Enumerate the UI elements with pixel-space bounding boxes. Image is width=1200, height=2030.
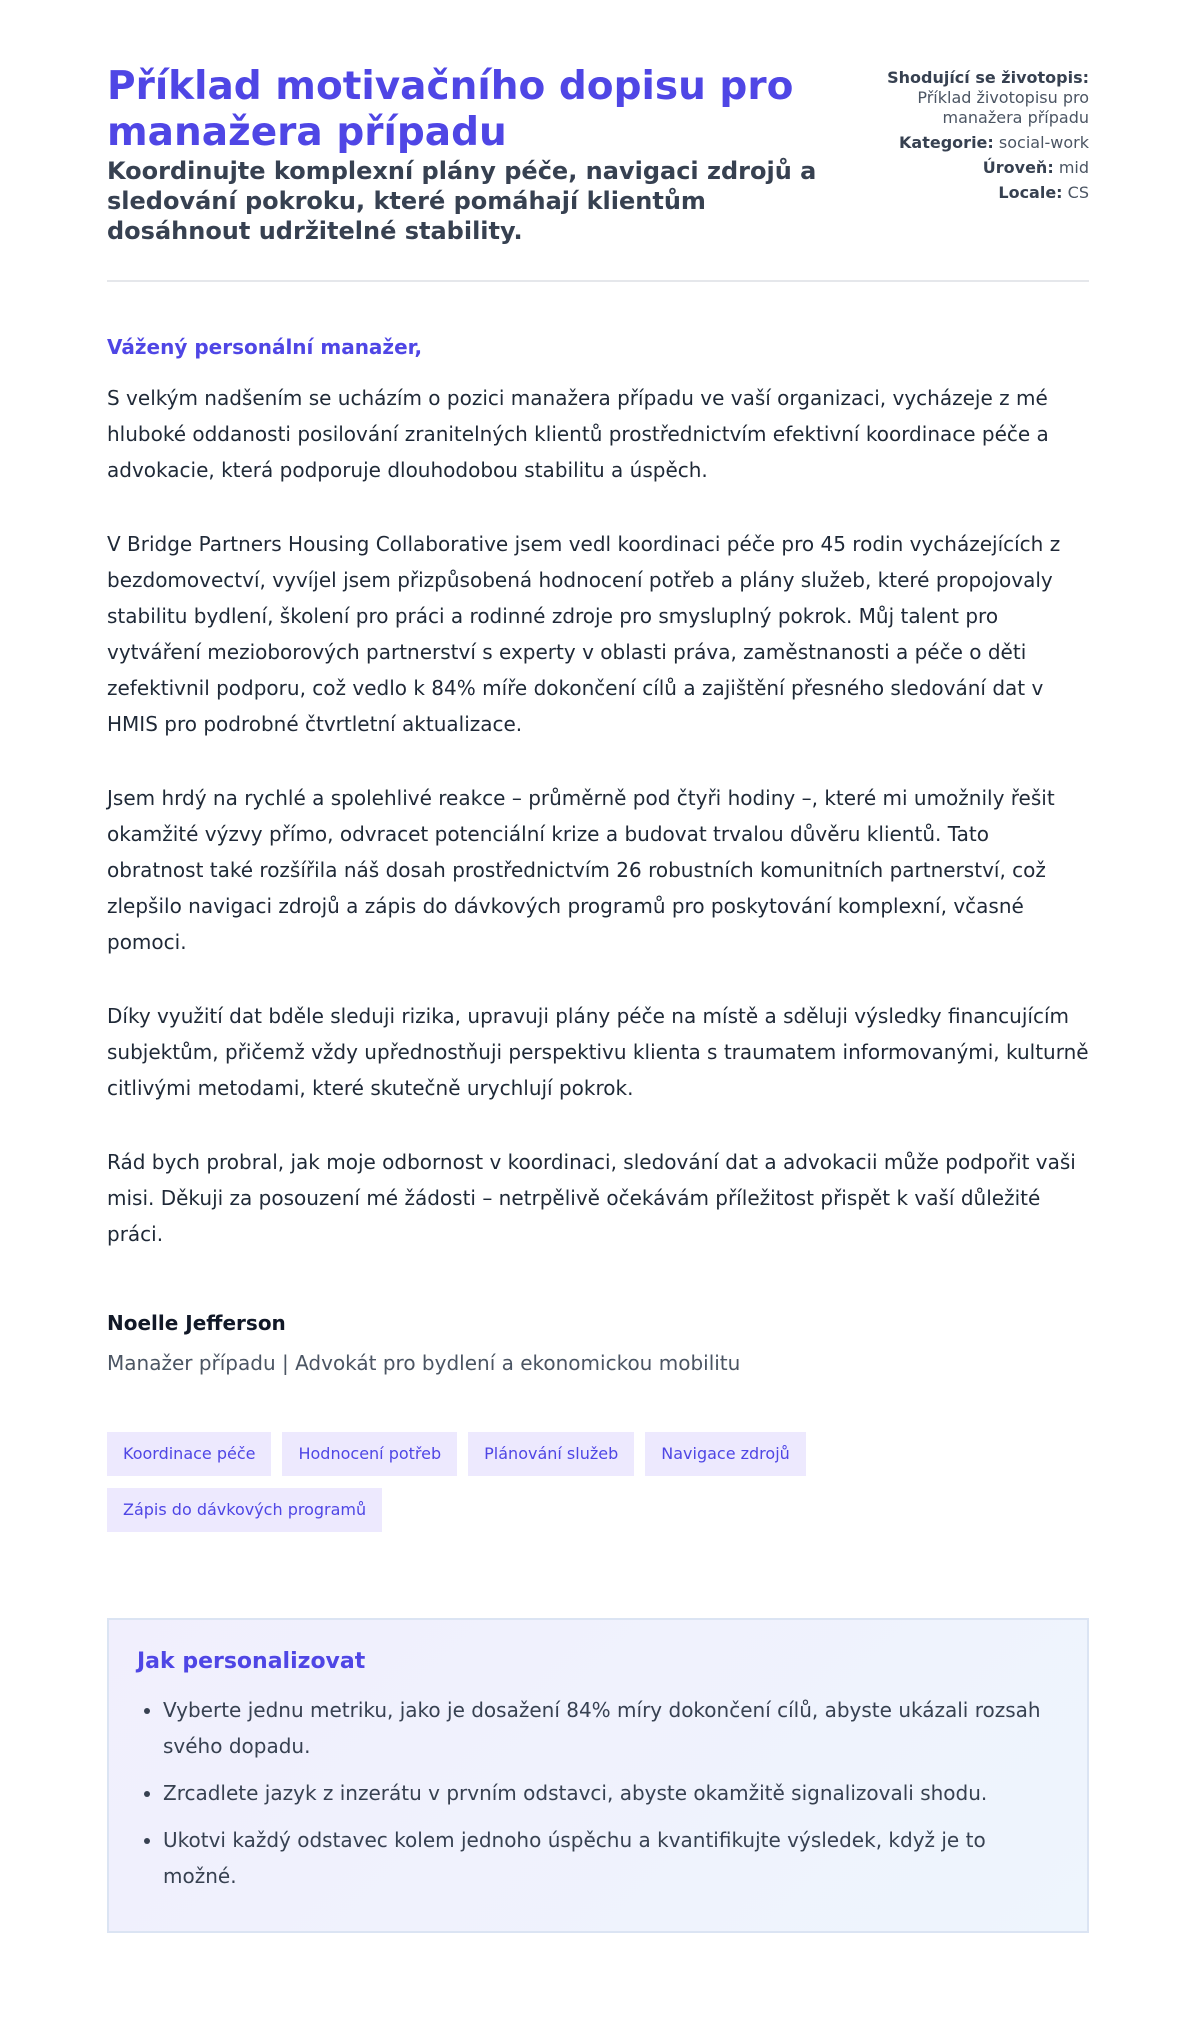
meta-resume-value[interactable]: Příklad životopisu pro manažera případu (917, 88, 1089, 127)
tips-list (137, 1692, 1059, 1894)
page-subtitle: Koordinujte komplexní plány péče, navigaci zdrojů a sledování pokroku, které pomáhají klientům dosáhnout udržitelné stability. (107, 157, 817, 245)
meta-category-value: social-work (998, 133, 1089, 152)
meta-level-label: Úroveň: (982, 158, 1054, 177)
page-title: Příklad motivačního dopisu pro manažera případu (107, 64, 794, 155)
tip-item: • Ukotvi každý odstavec kolem jednoho úspěchu a kvantifikujte výsledek, když je to možné. (163, 1822, 1059, 1894)
meta-category-label: Kategorie: (899, 133, 994, 152)
letter-paragraph: S velkým nadšením se ucházím o pozici manažera případu ve vaší organizaci, vycházeje z mé hluboké oddanosti posilování zranitelných klientů prostřednictvím efektivní koordinace péče a advokacie, která podporuje dlouhodobou stabilitu a úspěch. (107, 386, 1049, 482)
letter-paragraph: V Bridge Partners Housing Collaborative jsem vedl koordinaci péče pro 45 rodin vycházejících z bezdomovectví, vyvíjel jsem přizpůsobená hodnocení potřeb a plány služeb, které propojovaly stabilitu bydlení, školení pro práci a rodinné zdroje pro smysluplný pokrok. Můj talent pro vytváření mezioborových partnerství s experty v oblasti práva, zaměstnanosti a péče o děti zefektivnil podporu, což vedlo k 84% míře dokončení cílů a zajištění přesného sledování dat v HMIS pro podrobné čtvrtletní aktualizace. (107, 532, 1061, 736)
meta-locale-value: CS (1067, 183, 1089, 202)
signature-name: Noelle Jefferson (107, 1311, 286, 1335)
letter-greeting: Vážený personální manažer, (107, 335, 423, 359)
letter-paragraph: Díky využití dat bděle sleduji rizika, upravuji plány péče na místě a sděluji výsledky financujícím subjektům, přičemž vždy upřednostňuji perspektivu klienta s traumatem informovanými, kulturně citlivými metodami, které skutečně urychlují pokrok. (107, 1004, 1089, 1100)
skill-tag: Hodnocení potřeb (282, 1432, 457, 1476)
skill-tags (107, 1432, 907, 1532)
tips-title: Jak personalizovat (137, 1649, 366, 1674)
title-block (107, 64, 847, 246)
skill-tag: Plánování služeb (468, 1432, 634, 1476)
page-header (107, 64, 1089, 282)
letter-paragraph: Rád bych probral, jak moje odbornost v koordinaci, sledování dat a advokacii může podpořit vaši misi. Děkuji za posouzení mé žádosti – netrpělivě očekávám příležitost přispět k vaší důležité práci. (107, 1150, 1076, 1246)
meta-panel (869, 64, 1089, 246)
letter-paragraph: Jsem hrdý na rychlé a spolehlivé reakce – průměrně pod čtyři hodiny –, které mi umožnily řešit okamžité výzvy přímo, odvracet potenciální krize a budovat trvalou důvěru klientů. Tato obratnost také rozšířila náš dosah prostřednictvím 26 robustních komunitních partnerství, což zlepšilo navigaci zdrojů a zápis do dávkových programů pro poskytování komplexní, včasné pomoci. (107, 786, 1055, 954)
meta-locale (869, 183, 1089, 203)
signature-role: Manažer případu | Advokát pro bydlení a ekonomickou mobilitu (107, 1351, 741, 1375)
cover-letter-page (107, 64, 1089, 1933)
skill-tag: Navigace zdrojů (645, 1432, 806, 1476)
meta-level-value: mid (1058, 158, 1089, 177)
tip-item: • Vyberte jednu metriku, jako je dosažení 84% míry dokončení cílů, abyste ukázali rozsah svého dopadu. (163, 1692, 1059, 1764)
skill-tag: Zápis do dávkových programů (107, 1488, 382, 1532)
skill-tag: Koordinace péče (107, 1432, 271, 1476)
personalize-tips-box (107, 1618, 1089, 1933)
meta-level (869, 158, 1089, 178)
meta-locale-label: Locale: (998, 183, 1063, 202)
meta-resume-label: Shodující se životopis: (887, 68, 1089, 87)
meta-resume (869, 68, 1089, 128)
tip-item: • Zrcadlete jazyk z inzerátu v prvním odstavci, abyste okamžitě signalizovali shodu. (163, 1775, 1059, 1811)
meta-category (869, 133, 1089, 153)
